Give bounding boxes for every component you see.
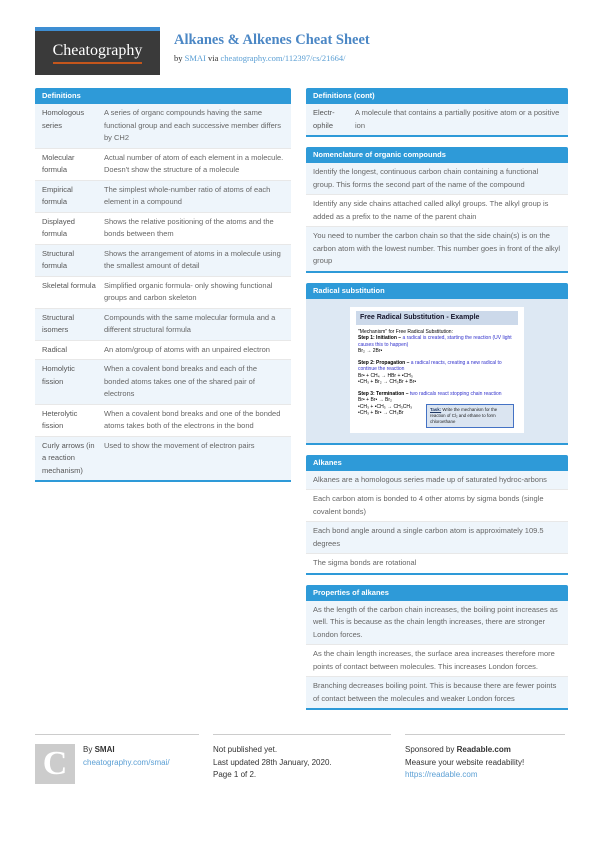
table-row — [35, 212, 291, 244]
task-box: Task: Write the mechanism for the reaction of Cl₂ and ethane to form chloroethane — [426, 404, 514, 427]
table-row — [306, 104, 568, 135]
page-number: Page 1 of 2. — [213, 770, 257, 779]
list-item: As the length of the carbon chain increases, the boiling point increases as well. This is because as the chain length increases, there are stronger London forces. — [306, 601, 568, 645]
list-item: Each carbon atom is bonded to 4 other atoms by sigma bonds (single covalent bonds) — [306, 489, 568, 521]
free-radical-slide — [350, 307, 524, 433]
slide-equation: •CH₃ + Br• → CH₃Br — [358, 410, 404, 416]
section-header: Nomenclature of organic compounds — [306, 147, 568, 163]
page-title: Alkanes & Alkenes Cheat Sheet — [174, 32, 370, 48]
definitions-cont-table — [306, 104, 568, 135]
slide-step-1: Step 1: Initiation – a radical is created, starting the reaction (UV light causes this to happen) — [358, 335, 512, 348]
list-item: Identify any side chains attached called alkyl groups. The alkyl group is added as a prefix to the name of the parent chain — [306, 194, 568, 226]
term-cell: Structural formula — [42, 248, 75, 270]
author-link[interactable]: SMAI — [184, 53, 206, 63]
sponsor-tagline: Measure your website readability! — [405, 757, 525, 767]
definition-cell: When a covalent bond breaks and each of the bonded atoms takes one of the shared pair of electrons — [104, 364, 258, 398]
slide-equation: Br• + Br• → Br₂ — [358, 397, 392, 403]
footer-author-line: By SMAI — [83, 745, 115, 754]
term-cell: Molecular formula — [42, 152, 75, 174]
list-item: The sigma bonds are rotational — [306, 553, 568, 573]
list-item: Alkanes are a homologous series made up of saturated hydroc-arbons — [306, 471, 568, 490]
footer-author-block — [83, 744, 170, 784]
list-item: You need to number the carbon chain so that the side chain(s) is on the carbon atom with the lowest number. This number goes in front of the alkyl group — [306, 226, 568, 271]
page-header — [35, 27, 565, 75]
slide-equation: •CH₃ + •CH₃ → CH₃CH₃ — [358, 403, 413, 410]
list-item: Each bond angle around a single carbon atom is approximately 109.5 degrees — [306, 521, 568, 553]
table-row — [35, 308, 291, 340]
sponsor-name[interactable]: Readable.com — [456, 745, 511, 754]
title-block — [174, 27, 370, 75]
table-row — [35, 244, 291, 276]
table-row — [35, 104, 291, 148]
slide-step-2: Step 2: Propagation – a radical reacts, creating a new radical to continue the reaction — [358, 359, 502, 372]
list-item: Branching decreases boiling point. This is because there are fewer points of contact between the molecules and weaker London forces — [306, 676, 568, 708]
section-header: Definitions (cont) — [306, 88, 568, 104]
definition-cell: Actual number of atom of each element in a molecule. Doesn't show the structure of a molecule — [104, 152, 284, 174]
definition-cell: Used to show the movement of electron pairs — [104, 440, 255, 450]
nomenclature-list — [306, 163, 568, 271]
footer-author-name: SMAI — [94, 745, 115, 754]
byline-via: via — [208, 53, 219, 63]
sponsor-line: Sponsored by Readable.com — [405, 745, 511, 754]
cheatography-footer-logo: C — [35, 744, 75, 784]
section-header: Properties of alkanes — [306, 585, 568, 601]
definition-cell: A series of organc compounds having the same functional group and each successive member differs by CH2 — [104, 108, 282, 142]
byline — [174, 53, 370, 63]
term-cell: Skeletal formula — [42, 280, 96, 290]
cheatography-logo — [35, 27, 160, 75]
publish-status: Not published yet. — [213, 745, 278, 754]
definition-cell: Shows the arrangement of atoms in a molecule using the smallest amount of detail — [104, 248, 281, 270]
section-alkanes — [306, 455, 568, 575]
definition-cell: Shows the relative positioning of the atoms and the bonds between them — [104, 216, 274, 238]
last-updated: Last updated 28th January, 2020. — [213, 757, 332, 767]
section-definitions-cont — [306, 88, 568, 137]
definition-cell: Simplified organic formula- only showing functional groups and carbon skeleton — [104, 280, 273, 302]
byline-prefix: by — [174, 53, 183, 63]
table-row — [35, 359, 291, 404]
term-cell: Displayed formula — [42, 216, 75, 238]
table-row — [35, 404, 291, 436]
source-link[interactable]: cheatography.com/112397/cs/21664/ — [220, 53, 346, 63]
term-cell: Curly arrows (in a reaction mechanism) — [42, 440, 95, 475]
slide-equation: •CH₃ + Br₂ → CH₃Br + Br• — [358, 379, 417, 385]
table-row — [35, 180, 291, 212]
section-header: Definitions — [35, 88, 291, 104]
definition-cell: When a covalent bond breaks and one of the bonded atoms takes both of the electrons in the bond — [104, 408, 281, 430]
definition-cell: The simplest whole-number ratio of atoms of each element in a compound — [104, 184, 271, 206]
sponsor-link[interactable]: https://readable.com — [405, 770, 478, 779]
page-footer — [35, 734, 565, 784]
slide-step-3: Step 3: Termination – two radicals react stopping chain reaction — [358, 390, 502, 397]
definition-cell: An atom/group of atoms with an unpaired electron — [104, 344, 270, 354]
definition-cell: A molecule that contains a partially positive atom or a positive ion — [355, 108, 560, 130]
table-row — [35, 340, 291, 360]
alkanes-list — [306, 471, 568, 573]
radical-substitution-image — [306, 299, 568, 443]
left-column — [35, 88, 291, 492]
slide-title: Free Radical Substitution - Example — [356, 311, 518, 325]
term-cell: Electr-ophile — [313, 108, 335, 130]
term-cell: Homologous series — [42, 108, 85, 130]
content-columns — [35, 88, 568, 720]
table-row — [35, 148, 291, 180]
definitions-table — [35, 104, 291, 480]
term-cell: Heterolytic fission — [42, 408, 78, 430]
table-row — [35, 436, 291, 481]
section-header: Alkanes — [306, 455, 568, 471]
right-column — [306, 88, 568, 720]
term-cell: Empirical formula — [42, 184, 73, 206]
properties-list — [306, 601, 568, 709]
definition-cell: Compounds with the same molecular formula and a different structural formula — [104, 312, 276, 334]
term-cell: Structural isomers — [42, 312, 75, 334]
term-cell: Radical — [42, 344, 68, 354]
slide-equation: Br• + CH₄ → HBr + •CH₃ — [358, 372, 413, 379]
footer-author-link[interactable]: cheatography.com/smai/ — [83, 757, 170, 767]
list-item: As the chain length increases, the surface area increases therefore more points of contact between molecules. This increases London forces. — [306, 644, 568, 676]
footer-sponsor-column — [405, 734, 565, 784]
table-row — [35, 276, 291, 308]
section-definitions — [35, 88, 291, 482]
slide-intro: "Mechanism" for Free Radical Substitution: — [358, 328, 453, 335]
term-cell: Homolytic fission — [42, 364, 75, 386]
section-properties-of-alkanes — [306, 585, 568, 711]
cheatography-logo-text: Cheatography — [53, 42, 143, 64]
section-radical-substitution — [306, 283, 568, 445]
slide-equation: Br₂ → 2Br• — [358, 348, 383, 354]
footer-status-column — [213, 734, 391, 784]
list-item: Identify the longest, continuous carbon chain containing a functional group. This forms the second part of the name of the compound — [306, 163, 568, 194]
slide-body — [356, 325, 518, 417]
section-nomenclature — [306, 147, 568, 273]
footer-author-column — [35, 734, 199, 784]
section-header: Radical substitution — [306, 283, 568, 299]
